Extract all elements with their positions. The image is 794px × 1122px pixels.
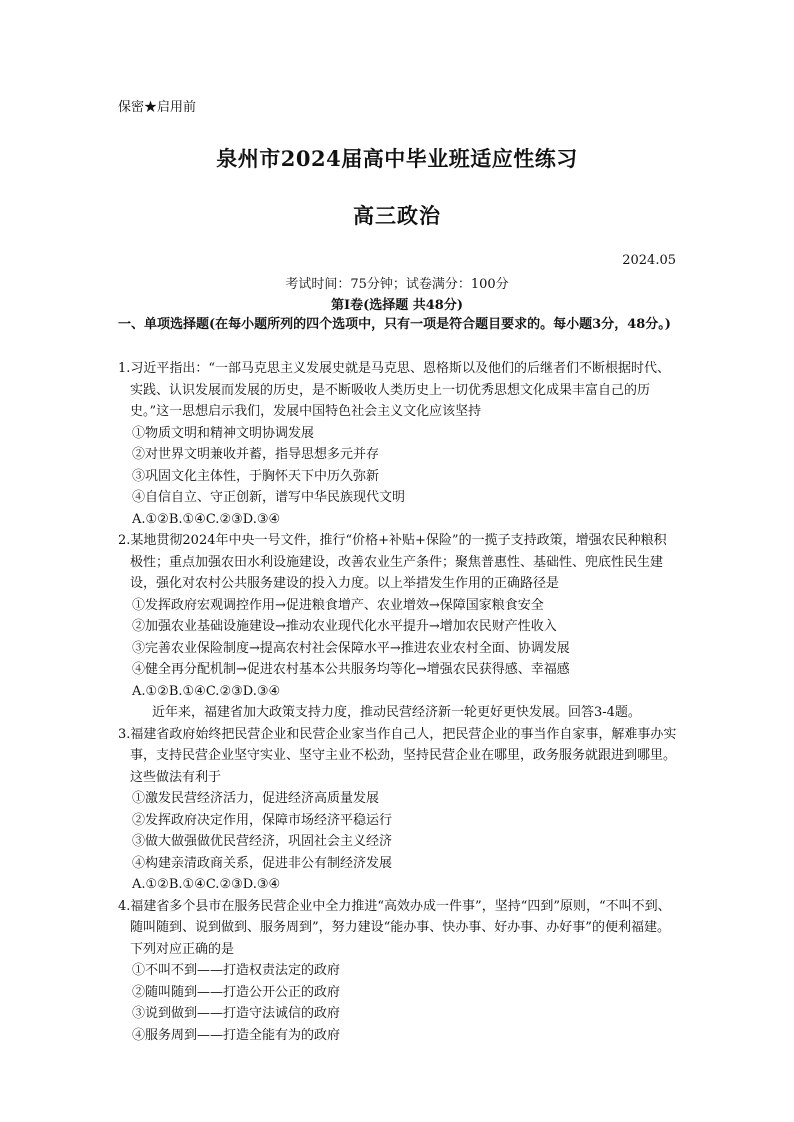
question-option: ②随叫随到——打造公开公正的政府 (132, 984, 341, 1000)
question-stem: 2.某地贯彻2024年中央一号文件，推行“价格+补贴+保险”的一揽子支持政策，增强农民种粮积极性；重点加强农田水利设施建设，改善农业生产条件；聚焦普惠性、基础性、兜底性民生建设，强化对农村公共服务建设的投入力度。以上举措发生作用的正确路径是 (118, 533, 667, 591)
question-3 (118, 702, 678, 896)
answer-choices: A.①②B.①④C.②③D.③④ (132, 511, 281, 527)
question-option: ①激发民营经济活力，促进经济高质量发展 (132, 791, 380, 806)
exam-title: 泉州市2024届高中毕业班适应性练习 (216, 146, 578, 171)
question-option: ③完善农业保险制度→提高农村社会保障水平→推进农业农村全面、协调发展 (132, 640, 570, 656)
question-stem: 4.福建省多个县市在服务民营企业中全力推进“高效办成一件事”，坚持“四到”原则，“不叫不到、随叫随到、说到做到、服务周到”，努力建设“能办事、快办事、好办事、办好事”的便利福建。下列对应正确的是 (118, 898, 671, 957)
question-4 (118, 896, 678, 1047)
question-stem: 3.福建省政府始终把民营企业和民营企业家当作自己人，把民营企业的事当作自家事，解难事办实事，支持民营企业坚守实业、坚守主业不松劲，坚持民营企业在哪里，政务服务就跟进到哪里。这些做法有利于 (118, 726, 677, 785)
question-option: ②发挥政府决定作用，保障市场经济平稳运行 (132, 812, 393, 828)
exam-date: 2024.05 (622, 253, 676, 268)
question-option: ②对世界文明兼收并蓄，指导思想多元并存 (132, 447, 380, 462)
answer-choices: A.①②B.①④C.②③D.③④ (132, 683, 281, 699)
question-option: ①物质文明和精神文明协调发展 (132, 425, 315, 441)
question-option: ④构建亲清政商关系，促进非公有制经济发展 (132, 855, 393, 871)
question-option: ③巩固文化主体性，于胸怀天下中历久弥新 (132, 468, 380, 484)
confidential-label: 保密★启用前 (118, 100, 197, 115)
question-option: ①发挥政府宏观调控作用→促进粮食增产、农业增效→保障国家粮食安全 (132, 597, 544, 613)
answer-choices: A.①②B.①④C.②③D.③④ (132, 877, 281, 892)
exam-subject: 高三政治 (353, 203, 441, 228)
question-option: ④自信自立、守正创新，谱写中华民族现代文明 (132, 490, 406, 505)
question-option: ④健全再分配机制→促进农村基本公共服务均等化→增强农民获得感、幸福感 (132, 662, 570, 677)
exam-info: 考试时间：75分钟；试卷满分：100分 (285, 277, 509, 292)
question-option: ①不叫不到——打造权责法定的政府 (132, 963, 341, 978)
question-2 (118, 530, 678, 702)
question-option: ③说到做到——打造守法诚信的政府 (132, 1006, 341, 1021)
volume-heading: 第I卷(选择题 共48分) (331, 298, 463, 313)
question-option: ④服务周到——打造全能有为的政府 (132, 1027, 341, 1043)
question-group-intro: 近年来，福建省加大政策支持力度，推动民营经济新一轮更好更快发展。回答3-4题。 (152, 705, 641, 720)
questions-content (118, 358, 678, 1046)
question-option: ②加强农业基础设施建设→推动农业现代化水平提升→增加农民财产性收入 (132, 619, 557, 634)
question-option: ③做大做强做优民营经济，巩固社会主义经济 (132, 834, 393, 849)
question-stem: 1.习近平指出：“一部马克思主义发展史就是马克思、恩格斯以及他们的后继者们不断根据时代、实践、认识发展而发展的历史，是不断吸收人类历史上一切优秀思想文化成果丰富自己的历史。”这一思想启示我们，发展中国特色社会主义文化应该坚持 (118, 361, 671, 419)
section-heading: 一、单项选择题(在每小题所列的四个选项中，只有一项是符合题目要求的。每小题3分，48分。) (118, 317, 671, 332)
question-1 (118, 358, 678, 530)
